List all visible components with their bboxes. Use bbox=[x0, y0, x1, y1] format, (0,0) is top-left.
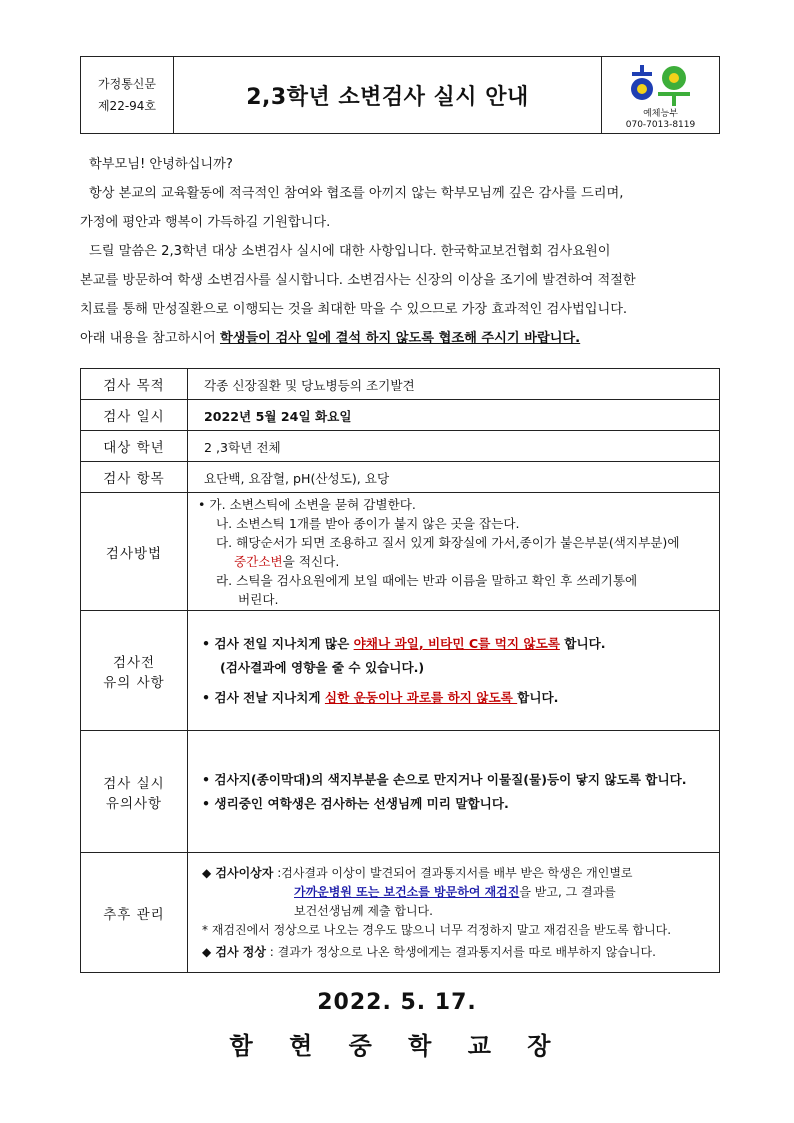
during-value bbox=[188, 731, 720, 853]
before-item-1-note: (검사결과에 영향을 줄 수 있습니다.) bbox=[220, 659, 425, 675]
intro-para1-line2: 가정에 평안과 행복이 가득하길 기원합니다. bbox=[80, 215, 331, 230]
greeting: 학부모님! 안녕하십니까? bbox=[89, 157, 233, 172]
during-item-1: • 검사지(종이막대)의 색지부분을 손으로 만지거나 이물질(물)등이 닿지 않도록 합니다. bbox=[202, 771, 687, 787]
method-step-da-end: 을 적신다. bbox=[282, 553, 340, 569]
row-items bbox=[81, 462, 720, 493]
follow-normal-text: : 결과가 정상으로 나온 학생에게는 결과통지서를 따로 배부하지 않습니다. bbox=[265, 944, 656, 959]
before-value bbox=[188, 611, 720, 731]
before-item-2-suffix: 합니다. bbox=[517, 689, 559, 705]
during-item-2: • 생리중인 여학생은 검사하는 선생님께 미리 말합니다. bbox=[202, 795, 509, 811]
before-item-1-prefix: • 검사 전일 지나치게 많은 bbox=[202, 635, 354, 651]
notice-header bbox=[80, 56, 720, 134]
purpose-value: 각종 신장질환 및 당뇨병등의 조기발견 bbox=[188, 369, 720, 400]
during-list bbox=[202, 768, 718, 816]
principal-signature: 함 현 중 학 교 장 bbox=[229, 1032, 565, 1060]
method-step-ga: • 가. 소변스틱에 소변을 묻혀 감별한다. bbox=[198, 496, 416, 512]
intro-para2-line3: 치료를 통해 만성질환으로 이행되는 것을 최대한 막을 수 있으므로 가장 효과적인 검사법입니다. bbox=[80, 302, 628, 317]
method-list bbox=[198, 495, 718, 609]
method-step-ra-cont: 버린다. bbox=[238, 591, 279, 607]
row-follow bbox=[81, 853, 720, 973]
logo-caption: 예체능부 bbox=[643, 109, 678, 119]
intro-para2-line4 bbox=[80, 324, 720, 353]
sports-arts-logo-icon bbox=[630, 63, 692, 107]
during-label bbox=[81, 731, 188, 853]
midstream-urine-highlight: 중간소변 bbox=[234, 553, 283, 569]
row-target bbox=[81, 431, 720, 462]
before-item-2-highlight: 심한 운동이나 과로를 하지 않도록 bbox=[324, 689, 518, 705]
follow-abnormal-head: ◆ 검사이상자 bbox=[202, 865, 274, 880]
intro-request-emphasis: 학생들이 검사 일에 결석 하지 않도록 협조해 주시기 바랍니다. bbox=[219, 331, 581, 346]
logo-phone: 070-7013-8119 bbox=[625, 120, 696, 130]
before-item-1-suffix: 합니다. bbox=[559, 635, 606, 651]
exam-info-table bbox=[80, 368, 720, 973]
row-method bbox=[81, 493, 720, 611]
notice-code-type: 가정통신문 bbox=[98, 77, 156, 91]
method-step-da-cont bbox=[198, 552, 718, 571]
follow-abnormal-text: :검사결과 이상이 발견되어 결과통지서를 배부 받은 학생은 개인별로 bbox=[273, 865, 633, 880]
before-item-1-highlight: 야채나 과일, 비타민 C를 먹지 않도록 bbox=[353, 635, 560, 651]
during-label-line2: 유의사항 bbox=[105, 795, 163, 812]
method-step-da: 다. 해당순서가 되면 조용하고 질서 있게 화장실에 가서,종이가 붙은부분(색지부분)에 bbox=[216, 534, 680, 550]
before-label-line1: 검사전 bbox=[112, 654, 156, 671]
items-label: 검사 항목 bbox=[81, 462, 188, 493]
purpose-label: 검사 목적 bbox=[81, 369, 188, 400]
follow-note: * 재검진에서 정상으로 나오는 경우도 많으니 너무 걱정하지 말고 재검진을 받도록 합니다. bbox=[202, 922, 672, 937]
method-label: 검사방법 bbox=[81, 493, 188, 611]
target-value: 2 ,3학년 전체 bbox=[188, 431, 720, 462]
follow-value bbox=[188, 853, 720, 973]
department-logo bbox=[601, 57, 719, 133]
intro-para1-line1: 항상 본교의 교육활동에 적극적인 참여와 협조를 아끼지 않는 학부모님께 깊은 감사를 드리며, bbox=[89, 186, 624, 201]
before-item-2-prefix: • 검사 전날 지나치게 bbox=[202, 689, 325, 705]
row-purpose bbox=[81, 369, 720, 400]
row-date bbox=[81, 400, 720, 431]
before-label-line2: 유의 사항 bbox=[103, 674, 165, 691]
follow-normal-head: ◆ 검사 정상 bbox=[202, 944, 266, 959]
recheck-highlight: 가까운병원 또는 보건소를 방문하여 재검진 bbox=[294, 884, 520, 899]
follow-abnormal-cont bbox=[202, 883, 718, 902]
target-label: 대상 학년 bbox=[81, 431, 188, 462]
follow-label: 추후 관리 bbox=[81, 853, 188, 973]
before-list bbox=[202, 632, 718, 710]
row-before bbox=[81, 611, 720, 731]
before-item-2 bbox=[202, 686, 718, 710]
follow-list bbox=[202, 864, 718, 962]
follow-normal bbox=[202, 943, 718, 962]
intro-text bbox=[80, 150, 720, 353]
issue-date: 2022. 5. 17. bbox=[317, 990, 477, 1015]
method-value bbox=[188, 493, 720, 611]
notice-code bbox=[81, 57, 174, 133]
page-title: 2,3학년 소변검사 실시 안내 bbox=[246, 84, 529, 110]
before-item-1 bbox=[202, 632, 718, 656]
date-value: 2022년 5월 24일 화요일 bbox=[188, 400, 720, 431]
notice-code-number: 제22-94호 bbox=[97, 99, 157, 113]
follow-abnormal bbox=[202, 864, 718, 883]
items-value: 요단백, 요잠혈, pH(산성도), 요당 bbox=[188, 462, 720, 493]
follow-abnormal-text2: 을 받고, 그 결과를 bbox=[519, 884, 616, 899]
row-during bbox=[81, 731, 720, 853]
intro-para2-line1: 드릴 말씀은 2,3학년 대상 소변검사 실시에 대한 사항입니다. 한국학교보건협회 검사요원이 bbox=[89, 244, 611, 259]
intro-request-prefix: 아래 내용을 참고하시어 bbox=[80, 331, 220, 346]
follow-abnormal-cont2: 보건선생님께 제출 합니다. bbox=[294, 903, 433, 918]
during-label-line1: 검사 실시 bbox=[103, 775, 165, 792]
before-label bbox=[81, 611, 188, 731]
date-label: 검사 일시 bbox=[81, 400, 188, 431]
method-step-ra: 라. 스틱을 검사요원에게 보일 때에는 반과 이름을 말하고 확인 후 쓰레기통에 bbox=[216, 572, 638, 588]
intro-para2-line2: 본교를 방문하여 학생 소변검사를 실시합니다. 소변검사는 신장의 이상을 조기에 발견하여 적절한 bbox=[80, 273, 636, 288]
method-step-na: 나. 소변스틱 1개를 받아 종이가 붙지 않은 곳을 잡는다. bbox=[216, 515, 520, 531]
